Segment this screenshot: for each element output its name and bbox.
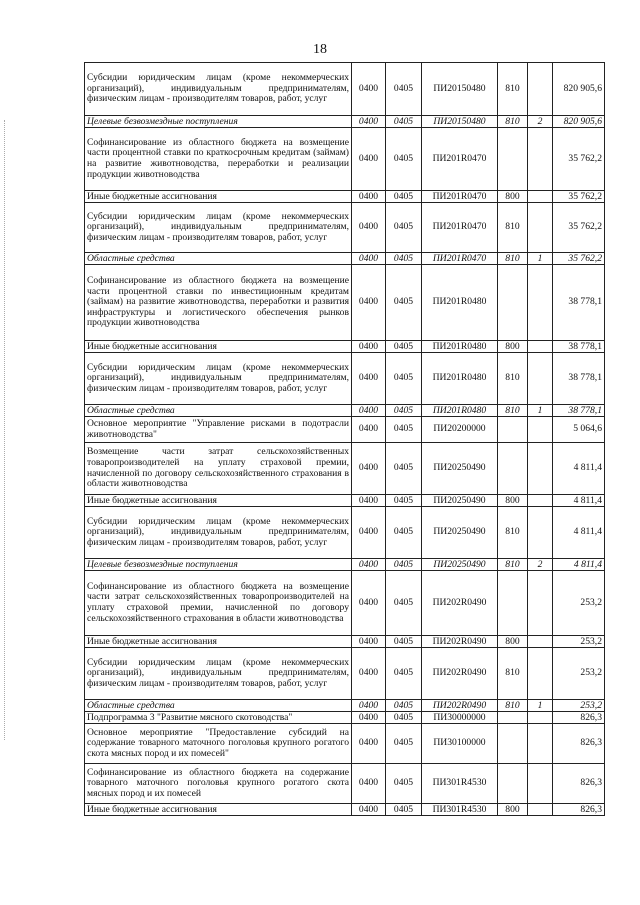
row-amount: 38 778,1 [553, 353, 605, 405]
table-row [85, 559, 605, 571]
target-article-code: ПИ202R0490 [422, 648, 498, 700]
table-row [85, 724, 605, 764]
razdel-code: 0400 [352, 417, 386, 443]
row-amount: 253,2 [553, 636, 605, 648]
podrazdel-code: 0405 [386, 724, 422, 764]
podrazdel-code: 0405 [386, 203, 422, 253]
table-row [85, 648, 605, 700]
razdel-code: 0400 [352, 128, 386, 191]
row-description: Целевые безвозмездные поступления [85, 559, 352, 571]
row-description: Софинансирование из областного бюджета на содержание товарного маточного поголовья крупного рогатого скота мясных пород и их помесей [85, 764, 352, 804]
row-description: Основное мероприятие "Управление рисками в подотрасли животноводства" [85, 417, 352, 443]
razdel-code: 0400 [352, 443, 386, 495]
row-amount: 35 762,2 [553, 191, 605, 203]
expense-type-code: 810 [498, 700, 528, 712]
row-description: Целевые безвозмездные поступления [85, 116, 352, 128]
row-amount: 38 778,1 [553, 341, 605, 353]
target-article-code: ПИ201R0480 [422, 265, 498, 341]
row-description: Иные бюджетные ассигнования [85, 636, 352, 648]
row-description: Иные бюджетные ассигнования [85, 191, 352, 203]
table-row [85, 203, 605, 253]
page-number: 18 [313, 42, 327, 57]
expense-type-code [498, 417, 528, 443]
target-article-code: ПИ30000000 [422, 712, 498, 724]
row-description: Субсидии юридическим лицам (кроме некоммерческих организаций), индивидуальным предпринимателям, физическим лицам - производителям товаров, работ, услуг [85, 63, 352, 116]
podrazdel-code: 0405 [386, 712, 422, 724]
row-description: Иные бюджетные ассигнования [85, 804, 352, 816]
funding-source-code [528, 341, 553, 353]
expense-type-code: 810 [498, 63, 528, 116]
podrazdel-code: 0405 [386, 804, 422, 816]
podrazdel-code: 0405 [386, 443, 422, 495]
target-article-code: ПИ20200000 [422, 417, 498, 443]
target-article-code: ПИ20250490 [422, 495, 498, 507]
expense-type-code: 810 [498, 116, 528, 128]
expense-type-code [498, 443, 528, 495]
podrazdel-code: 0405 [386, 495, 422, 507]
table-row [85, 636, 605, 648]
podrazdel-code: 0405 [386, 507, 422, 559]
razdel-code: 0400 [352, 191, 386, 203]
row-amount: 4 811,4 [553, 559, 605, 571]
target-article-code: ПИ201R0480 [422, 405, 498, 417]
table-row [85, 417, 605, 443]
target-article-code: ПИ201R0480 [422, 341, 498, 353]
target-article-code: ПИ20250490 [422, 507, 498, 559]
target-article-code: ПИ20150480 [422, 63, 498, 116]
row-amount: 5 064,6 [553, 417, 605, 443]
row-amount: 826,3 [553, 764, 605, 804]
target-article-code: ПИ201R0470 [422, 128, 498, 191]
expense-type-code [498, 764, 528, 804]
razdel-code: 0400 [352, 353, 386, 405]
row-amount: 253,2 [553, 571, 605, 636]
row-description: Софинансирование из областного бюджета на возмещение части процентной ставки по инвестиционным кредитам (займам) на развитие животноводства, переработки и развития инфраструктуры и логистического обеспечения рынков продукции животноводства [85, 265, 352, 341]
row-description: Областные средства [85, 405, 352, 417]
razdel-code: 0400 [352, 265, 386, 341]
expense-type-code: 800 [498, 191, 528, 203]
table-row [85, 764, 605, 804]
table-row [85, 804, 605, 816]
razdel-code: 0400 [352, 804, 386, 816]
row-description: Софинансирование из областного бюджета на возмещение части затрат сельскохозяйственных товаропроизводителей на уплату страховой премии, начисленной по договору сельскохозяйственного страхования в области животноводства [85, 571, 352, 636]
row-amount: 820 905,6 [553, 63, 605, 116]
podrazdel-code: 0405 [386, 405, 422, 417]
table-row [85, 443, 605, 495]
row-amount: 4 811,4 [553, 495, 605, 507]
table-row [85, 253, 605, 265]
funding-source-code: 2 [528, 116, 553, 128]
table-row [85, 712, 605, 724]
expense-type-code: 800 [498, 495, 528, 507]
expense-type-code: 810 [498, 253, 528, 265]
funding-source-code [528, 648, 553, 700]
expense-type-code: 810 [498, 353, 528, 405]
podrazdel-code: 0405 [386, 764, 422, 804]
razdel-code: 0400 [352, 116, 386, 128]
target-article-code: ПИ20150480 [422, 116, 498, 128]
razdel-code: 0400 [352, 405, 386, 417]
razdel-code: 0400 [352, 700, 386, 712]
target-article-code: ПИ201R0470 [422, 203, 498, 253]
table-row [85, 191, 605, 203]
podrazdel-code: 0405 [386, 191, 422, 203]
row-description: Иные бюджетные ассигнования [85, 341, 352, 353]
table-row [85, 405, 605, 417]
row-description: Иные бюджетные ассигнования [85, 495, 352, 507]
row-amount: 38 778,1 [553, 265, 605, 341]
podrazdel-code: 0405 [386, 559, 422, 571]
funding-source-code [528, 417, 553, 443]
target-article-code: ПИ201R0470 [422, 191, 498, 203]
row-amount: 253,2 [553, 700, 605, 712]
target-article-code: ПИ20250490 [422, 443, 498, 495]
table-row [85, 495, 605, 507]
target-article-code: ПИ30100000 [422, 724, 498, 764]
row-amount: 38 778,1 [553, 405, 605, 417]
razdel-code: 0400 [352, 63, 386, 116]
row-description: Возмещение части затрат сельскохозяйственных товаропроизводителей на уплату страховой премии, начисленной по договору сельскохозяйственного страхования в области животноводства [85, 443, 352, 495]
table-row [85, 571, 605, 636]
podrazdel-code: 0405 [386, 253, 422, 265]
row-amount: 35 762,2 [553, 203, 605, 253]
funding-source-code [528, 507, 553, 559]
funding-source-code [528, 128, 553, 191]
row-description: Субсидии юридическим лицам (кроме некоммерческих организаций), индивидуальным предпринимателям, физическим лицам - производителям товаров, работ, услуг [85, 203, 352, 253]
funding-source-code [528, 265, 553, 341]
razdel-code: 0400 [352, 712, 386, 724]
funding-source-code [528, 443, 553, 495]
podrazdel-code: 0405 [386, 636, 422, 648]
razdel-code: 0400 [352, 203, 386, 253]
row-description: Субсидии юридическим лицам (кроме некоммерческих организаций), индивидуальным предпринимателям, физическим лицам - производителям товаров, работ, услуг [85, 507, 352, 559]
funding-source-code [528, 571, 553, 636]
expense-type-code: 810 [498, 559, 528, 571]
row-amount: 826,3 [553, 724, 605, 764]
row-description: Субсидии юридическим лицам (кроме некоммерческих организаций), индивидуальным предпринимателям, физическим лицам - производителям товаров, работ, услуг [85, 353, 352, 405]
target-article-code: ПИ201R0480 [422, 353, 498, 405]
table-row [85, 128, 605, 191]
podrazdel-code: 0405 [386, 63, 422, 116]
expense-type-code: 810 [498, 648, 528, 700]
row-amount: 4 811,4 [553, 507, 605, 559]
razdel-code: 0400 [352, 341, 386, 353]
row-amount: 35 762,2 [553, 128, 605, 191]
row-amount: 253,2 [553, 648, 605, 700]
row-description: Основное мероприятие "Предоставление субсидий на содержание товарного маточного поголовья крупного рогатого скота мясных пород и их помесей" [85, 724, 352, 764]
expense-type-code [498, 128, 528, 191]
funding-source-code [528, 203, 553, 253]
funding-source-code [528, 724, 553, 764]
expense-type-code [498, 265, 528, 341]
target-article-code: ПИ202R0490 [422, 700, 498, 712]
razdel-code: 0400 [352, 507, 386, 559]
row-description: Областные средства [85, 253, 352, 265]
funding-source-code: 2 [528, 559, 553, 571]
razdel-code: 0400 [352, 571, 386, 636]
razdel-code: 0400 [352, 764, 386, 804]
podrazdel-code: 0405 [386, 353, 422, 405]
row-description: Софинансирование из областного бюджета на возмещение части процентной ставки по краткосрочным кредитам (займам) на развитие животноводства, переработки и реализации продукции животноводства [85, 128, 352, 191]
table-row [85, 507, 605, 559]
row-description: Подпрограмма 3 "Развитие мясного скотоводства" [85, 712, 352, 724]
podrazdel-code: 0405 [386, 648, 422, 700]
funding-source-code [528, 804, 553, 816]
scan-margin-line [4, 120, 5, 740]
razdel-code: 0400 [352, 724, 386, 764]
table-row [85, 265, 605, 341]
funding-source-code [528, 63, 553, 116]
target-article-code: ПИ202R0490 [422, 571, 498, 636]
funding-source-code [528, 495, 553, 507]
razdel-code: 0400 [352, 495, 386, 507]
target-article-code: ПИ202R0490 [422, 636, 498, 648]
table-row [85, 116, 605, 128]
expense-type-code [498, 712, 528, 724]
row-amount: 826,3 [553, 804, 605, 816]
funding-source-code [528, 353, 553, 405]
row-description: Областные средства [85, 700, 352, 712]
row-amount: 820 905,6 [553, 116, 605, 128]
row-amount: 35 762,2 [553, 253, 605, 265]
target-article-code: ПИ301R4530 [422, 804, 498, 816]
funding-source-code: 1 [528, 700, 553, 712]
funding-source-code: 1 [528, 405, 553, 417]
target-article-code: ПИ20250490 [422, 559, 498, 571]
expense-type-code: 800 [498, 804, 528, 816]
razdel-code: 0400 [352, 253, 386, 265]
razdel-code: 0400 [352, 636, 386, 648]
target-article-code: ПИ301R4530 [422, 764, 498, 804]
razdel-code: 0400 [352, 648, 386, 700]
razdel-code: 0400 [352, 559, 386, 571]
budget-table [84, 62, 605, 816]
expense-type-code: 800 [498, 636, 528, 648]
expense-type-code: 800 [498, 341, 528, 353]
podrazdel-code: 0405 [386, 700, 422, 712]
expense-type-code [498, 724, 528, 764]
table-row [85, 353, 605, 405]
expense-type-code [498, 571, 528, 636]
funding-source-code [528, 764, 553, 804]
expense-type-code: 810 [498, 507, 528, 559]
expense-type-code: 810 [498, 405, 528, 417]
funding-source-code: 1 [528, 253, 553, 265]
table-row [85, 700, 605, 712]
podrazdel-code: 0405 [386, 341, 422, 353]
target-article-code: ПИ201R0470 [422, 253, 498, 265]
podrazdel-code: 0405 [386, 265, 422, 341]
podrazdel-code: 0405 [386, 128, 422, 191]
funding-source-code [528, 712, 553, 724]
podrazdel-code: 0405 [386, 116, 422, 128]
funding-source-code [528, 191, 553, 203]
row-amount: 4 811,4 [553, 443, 605, 495]
funding-source-code [528, 636, 553, 648]
expense-type-code: 810 [498, 203, 528, 253]
podrazdel-code: 0405 [386, 417, 422, 443]
podrazdel-code: 0405 [386, 571, 422, 636]
table-row [85, 341, 605, 353]
row-description: Субсидии юридическим лицам (кроме некоммерческих организаций), индивидуальным предпринимателям, физическим лицам - производителям товаров, работ, услуг [85, 648, 352, 700]
row-amount: 826,3 [553, 712, 605, 724]
table-row [85, 63, 605, 116]
